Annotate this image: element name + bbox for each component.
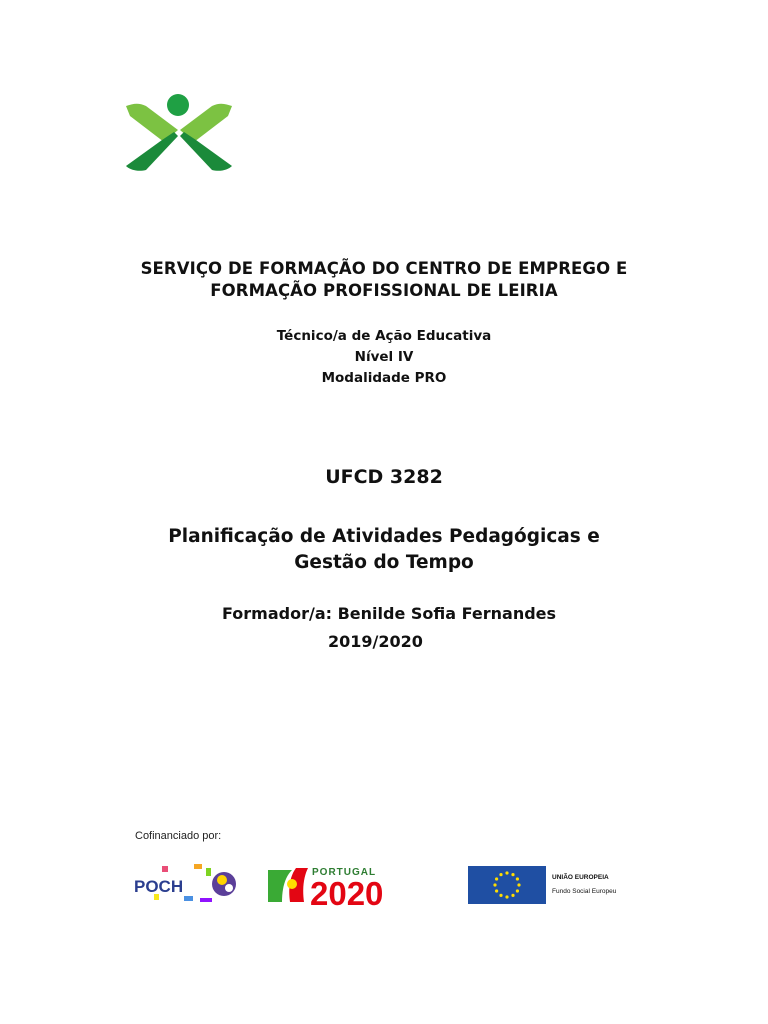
school-year: 2019/2020 — [328, 632, 423, 651]
portugal-year: 2020 — [310, 875, 384, 908]
organization-title-line1: SERVIÇO DE FORMAÇÃO DO CENTRO DE EMPREGO E — [140, 259, 628, 278]
course-modality: Modalidade PRO — [321, 370, 447, 386]
portugal-text: PORTUGAL — [312, 867, 377, 878]
eu-title: UNIÃO EUROPEIA — [552, 874, 609, 881]
trainer-label: Formador/a: Benilde Sofia Fernandes — [222, 604, 557, 623]
unit-code: UFCD 3282 — [325, 466, 443, 488]
cofinanced-label: Cofinanciado por: — [135, 830, 222, 842]
course-info — [0, 326, 768, 389]
poch-text: POCH — [134, 877, 184, 896]
poch-logo — [132, 862, 242, 908]
eu-logo — [468, 866, 638, 906]
iefp-logo — [120, 92, 238, 178]
eu-flag-icon — [468, 866, 546, 904]
unit-title — [0, 524, 768, 576]
course-level: Nível IV — [354, 349, 414, 365]
unit-title-line2: Gestão do Tempo — [294, 552, 474, 573]
course-name: Técnico/a de Ação Educativa — [276, 328, 492, 344]
eu-fund: Fundo Social Europeu — [552, 888, 617, 895]
unit-title-line1: Planificação de Atividades Pedagógicas e — [168, 526, 600, 547]
portugal-2020-logo — [266, 862, 441, 908]
organization-title-line2: FORMAÇÃO PROFISSIONAL DE LEIRIA — [210, 281, 558, 300]
organization-title — [0, 258, 768, 302]
